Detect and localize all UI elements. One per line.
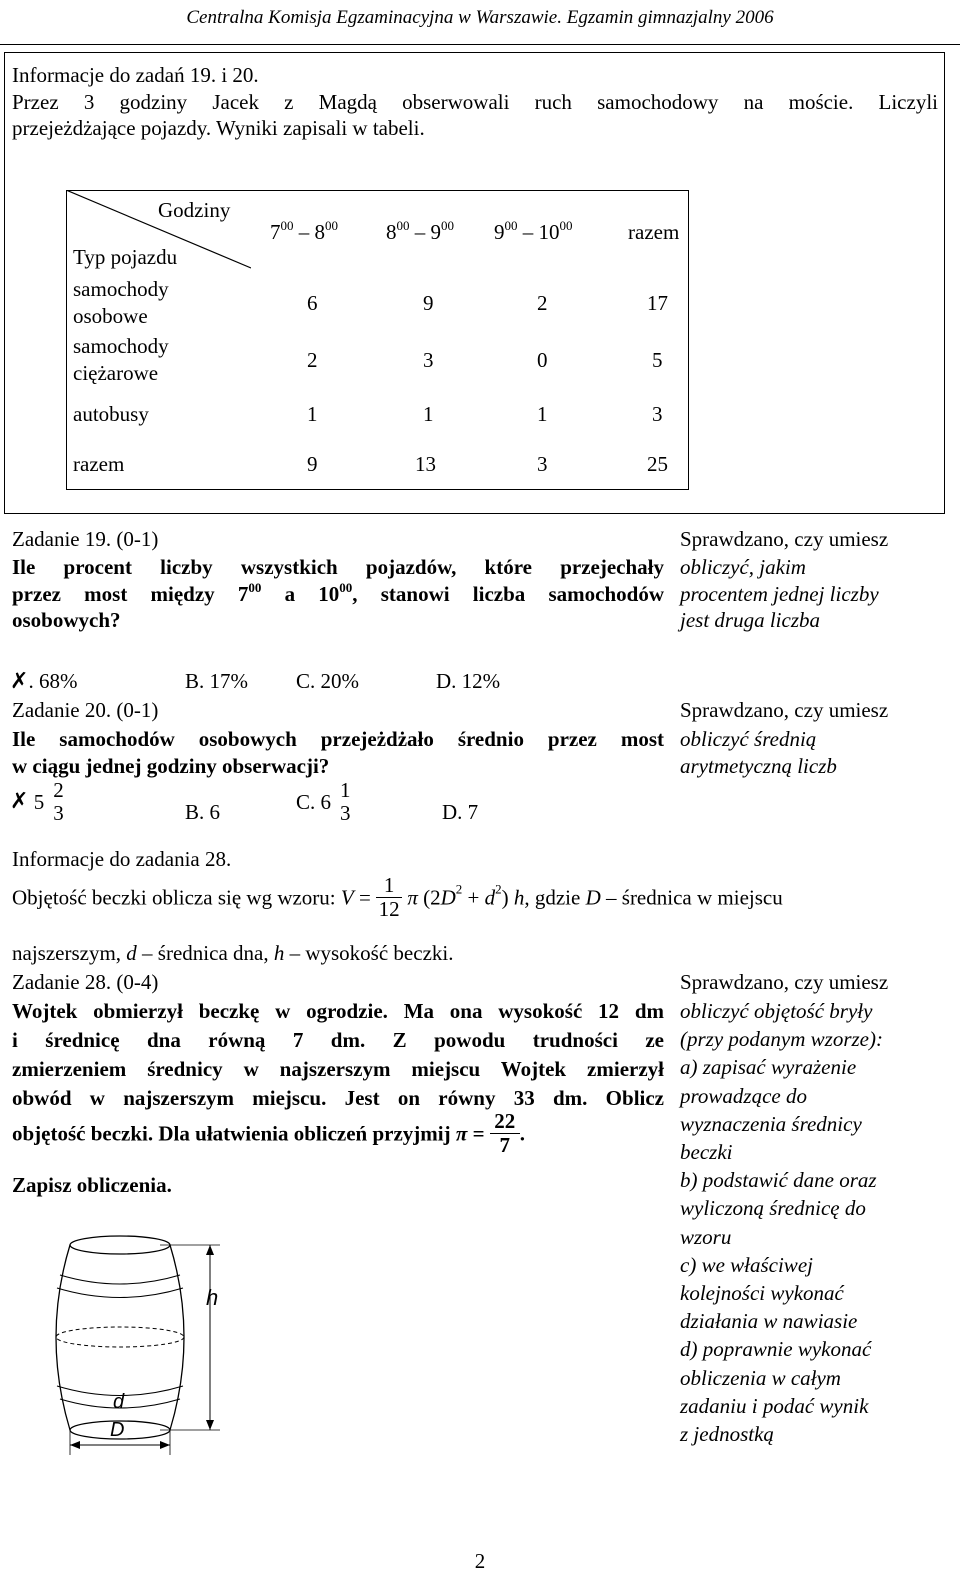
task19-option-b[interactable]: B. 17% <box>185 669 248 693</box>
cross-mark-icon: ✗ <box>10 789 29 815</box>
table-cell: 5 <box>652 348 663 372</box>
header-rule <box>0 44 960 45</box>
skill-line: d) poprawnie wykonać <box>680 1337 872 1362</box>
table-cell: 6 <box>307 291 318 315</box>
col-header-2: $8^{00} - 9^{00}$ <box>386 218 454 244</box>
task28-title: Zadanie 28. (0-4) <box>12 970 159 994</box>
skill-line: (przy podanym wzorze): <box>680 1027 883 1052</box>
skill-line: b) podstawić dane oraz <box>680 1168 877 1193</box>
table-cell: 3 <box>423 348 434 372</box>
table-cell: 1 <box>307 402 318 426</box>
skill-line: jest druga liczba <box>680 608 820 633</box>
max-diameter-label: D <box>110 1419 125 1441</box>
barrel-figure <box>30 1225 260 1465</box>
skill-line: arytmetyczną liczb <box>680 753 837 778</box>
task19-q-line3: osobowych? <box>12 608 121 633</box>
task19-title: Zadanie 19. (0-1) <box>12 527 159 551</box>
table-cell: 0 <box>537 348 548 372</box>
task19-option-a[interactable]: ✗. 68% <box>10 669 78 694</box>
task20-skills-heading: Sprawdzano, czy umiesz <box>680 698 889 722</box>
row-label-cars: samochody osobowe <box>73 277 169 328</box>
info-19-20 <box>12 62 938 142</box>
info-line-1: Przez 3 godziny Jacek z Magdą obserwowali ruch samochodowy na moście. Liczyli <box>12 89 938 114</box>
skill-line: wzoru <box>680 1224 732 1249</box>
table-cell: 9 <box>307 452 318 476</box>
task28-skills <box>680 997 942 1448</box>
task28-q-line: i średnicę dna równą 7 dm. Z powodu trudności ze <box>12 1028 664 1052</box>
col-header-3: $9^{00} - 10^{00}$ <box>494 218 573 244</box>
task28-skills-heading: Sprawdzano, czy umiesz <box>680 970 889 994</box>
task20-title: Zadanie 20. (0-1) <box>12 698 159 722</box>
table-cell: 17 <box>647 291 668 315</box>
task19-q-line1: Ile procent liczby wszystkich pojazdów, które przejechały <box>12 555 664 579</box>
skill-line: obliczenia w całym <box>680 1365 841 1390</box>
task20-option-b[interactable]: B. 6 <box>185 800 221 824</box>
skill-line: działania w nawiasie <box>680 1309 858 1334</box>
skill-line: wyznaczenia średnicy <box>680 1111 862 1136</box>
skill-line: z jednostką <box>680 1422 774 1447</box>
task28-q-line: zmierzeniem średnicy w najszerszym miejscu Wojtek zmierzył <box>12 1057 664 1081</box>
task28-question <box>12 997 664 1113</box>
task19-skills-heading: Sprawdzano, czy umiesz <box>680 527 889 551</box>
skill-line: obliczyć objętość bryły <box>680 999 873 1023</box>
task19-skills <box>680 554 942 634</box>
task20-q-line2: w ciągu jednej godziny obserwacji? <box>12 753 330 778</box>
table-cell: 1 <box>423 402 434 426</box>
task20-q-line1: Ile samochodów osobowych przejeżdżało średnio przez most <box>12 727 664 751</box>
page-number: 2 <box>474 1549 486 1573</box>
barrel-formula: Objętość beczki oblicza się wg wzoru: V = $\frac{1}{12}$ π $(2D^2 + d^2)$ h, gdzie D – średnica w miejscu <box>12 873 783 922</box>
table-cell: 9 <box>423 291 434 315</box>
height-label: h <box>206 1285 219 1310</box>
bottom-diameter-label: d <box>113 1391 125 1413</box>
task19-q-line2: przez most między $7^{00}$ a $10^{00}$, stanowi liczba samochodów <box>12 579 664 606</box>
row-label-trucks: samochody ciężarowe <box>73 334 169 385</box>
info-28-heading: Informacje do zadania 28. <box>12 847 232 871</box>
skill-line: obliczyć, jakim <box>680 555 806 579</box>
task28-q-line: Wojtek obmierzył beczkę w ogrodzie. Ma ona wysokość 12 dm <box>12 999 664 1023</box>
task19-option-d[interactable]: D. 12% <box>436 669 501 693</box>
skill-line: wyliczoną średnicę do <box>680 1196 866 1221</box>
table-cell: 2 <box>537 291 548 315</box>
info-heading: Informacje do zadań 19. i 20. <box>12 63 259 87</box>
skill-line: procentem jednej liczby <box>680 581 879 606</box>
row-label-total: razem <box>73 452 125 476</box>
skill-line: a) zapisać wyrażenie <box>680 1055 857 1080</box>
task20-option-a[interactable]: ✗ 5 2 3 <box>10 778 64 826</box>
table-cell: 2 <box>307 348 318 372</box>
task19-question <box>12 554 664 634</box>
table-cell: 3 <box>652 402 663 426</box>
formula-legend: najszerszym, d – średnica dna, h – wysokość beczki. <box>12 941 454 965</box>
skill-line: kolejności wykonać <box>680 1281 844 1306</box>
task28-q-last: objętość beczki. Dla ułatwienia obliczeń przyjmij π = $\frac{22}{7}$ . <box>12 1109 526 1158</box>
info-line-2: przejeżdżające pojazdy. Wyniki zapisali w tabeli. <box>12 116 425 141</box>
corner-hours: Godziny <box>158 198 231 222</box>
task20-option-d[interactable]: D. 7 <box>442 800 479 824</box>
skill-line: obliczyć średnią <box>680 727 817 751</box>
table-cell: 3 <box>537 452 548 476</box>
task28-q-line: obwód w najszerszym miejscu. Jest on równy 33 dm. Oblicz <box>12 1086 664 1110</box>
task19-option-c[interactable]: C. 20% <box>296 669 359 693</box>
skill-line: beczki <box>680 1140 733 1165</box>
table-cell: 25 <box>647 452 668 476</box>
task28-instruction: Zapisz obliczenia. <box>12 1173 172 1197</box>
task20-skills <box>680 726 942 779</box>
col-header-1: $7^{00} - 8^{00}$ <box>270 218 338 244</box>
task20-option-c[interactable]: C. 6 1 3 <box>296 778 351 826</box>
table-cell: 13 <box>415 452 436 476</box>
skill-line: c) we właściwej <box>680 1252 813 1277</box>
task20-question <box>12 726 664 779</box>
skill-line: zadaniu i podać wynik <box>680 1393 869 1418</box>
table-cell: 1 <box>537 402 548 426</box>
skill-line: prowadzące do <box>680 1083 807 1108</box>
row-label-buses: autobusy <box>73 402 149 426</box>
exam-header: Centralna Komisja Egzaminacyjna w Warszawie. Egzamin gimnazjalny 2006 <box>186 7 774 28</box>
cross-mark-icon: ✗ <box>10 669 29 694</box>
col-header-sum: razem <box>628 220 680 244</box>
corner-vehicle-type: Typ pojazdu <box>73 245 178 269</box>
